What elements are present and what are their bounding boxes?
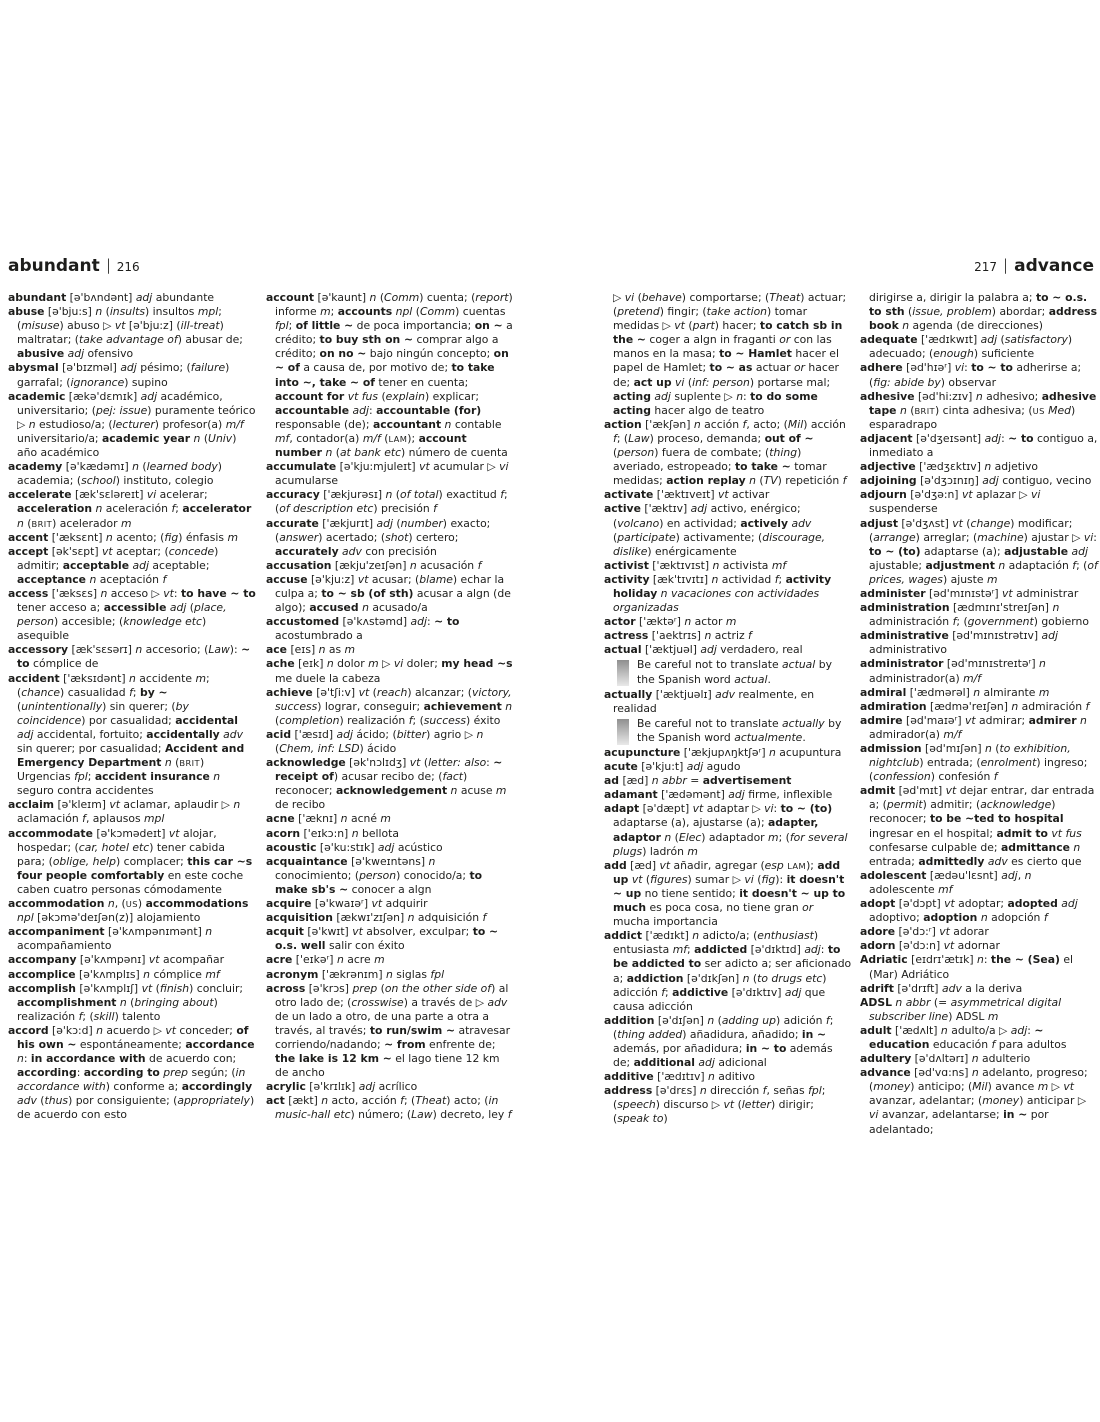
dictionary-entry: acknowledge [ək'nɔlɪdʒ] vt (letter: also: ~ receipt of) acusar recibo de; (fact) reconocer; acknowledgement n acuse m de recibo bbox=[266, 756, 507, 812]
dictionary-entry: adorn [ə'dɔ:n] vt adornar bbox=[860, 939, 1000, 953]
dictionary-entry: administer [əd'mɪnɪstəʳ] vt administrar bbox=[860, 586, 1079, 600]
dictionary-entry: accessory [æk'sɛsərɪ] n accesorio; (Law): ~ to cómplice de bbox=[8, 643, 251, 671]
dictionary-entry: actor ['æktəʳ] n actor m bbox=[604, 615, 737, 629]
dictionary-column-3 bbox=[604, 291, 852, 1127]
dictionary-entry: administrator [əd'mɪnɪstreɪtəʳ] n administrador(a) m/f bbox=[860, 657, 1046, 685]
dictionary-entry: accompany [ə'kʌmpənɪ] vt acompañar bbox=[8, 953, 225, 967]
dictionary-entry: academic [ækə'dɛmɪk] adj académico, universitario; (pej: issue) puramente teórico ▷ n estudioso/a; (lecturer) profesor(a) m/f universitario/a; academic year n (Univ) año académico bbox=[8, 389, 256, 460]
dictionary-entry: accompaniment [ə'kʌmpənɪmənt] n acompañamiento bbox=[8, 925, 213, 953]
dictionary-entry: account [ə'kaunt] n (Comm) cuenta; (report) informe m; accounts npl (Comm) cuentas fpl; of little ~ de poca importancia; on ~ a crédito; to buy sth on ~ comprar algo a crédito; on no ~ bajo ningún concepto; on ~ of a causa de, por motivo de; to take into ~, take ~ of tener en cuenta; account for vt fus (explain) explicar; accountable adj: accountable (for) responsable (de); accountant n contable mf, contador(a) m/f (LAM); account number n (at bank etc) número de cuenta bbox=[266, 291, 513, 460]
dictionary-entry: abundant [ə'bʌndənt] adj abundante bbox=[8, 291, 215, 304]
dictionary-entry: adequate ['ædɪkwɪt] adj (satisfactory) adecuado; (enough) suficiente bbox=[860, 333, 1073, 361]
header-divider-right: | bbox=[1003, 256, 1008, 274]
dictionary-entry: acquit [ə'kwɪt] vt absolver, exculpar; to ~ o.s. well salir con éxito bbox=[266, 925, 499, 953]
usage-note bbox=[617, 658, 852, 686]
running-head-right bbox=[974, 256, 1094, 276]
header-divider-left: | bbox=[106, 256, 111, 274]
dictionary-entry: adamant ['ædəmənt] adj firme, inflexible bbox=[604, 788, 833, 802]
entry-continuation: dirigirse a, dirigir la palabra a; to ~ o.s. to sth (issue, problem) abordar; address book n agenda (de direcciones) bbox=[869, 291, 1097, 333]
guide-word-left: abundant bbox=[8, 256, 100, 276]
usage-note bbox=[617, 717, 852, 745]
dictionary-entry: ADSL n abbr (= asymmetrical digital subscriber line) ADSL m bbox=[860, 995, 1062, 1023]
dictionary-entry: actually ['æktjuəlɪ] adv realmente, en realidad bbox=[604, 687, 815, 715]
dictionary-entry: accomplish [ə'kʌmplɪʃ] vt (finish) concluir; accomplishment n (bringing about) realización f; (skill) talento bbox=[8, 981, 244, 1023]
dictionary-entry: adjourn [ə'dʒə:n] vt aplazar ▷ vi suspenderse bbox=[860, 488, 1041, 516]
dictionary-entry: accommodation n, (US) accommodations npl [əkɔmə'deɪʃən(z)] alojamiento bbox=[8, 897, 249, 925]
page-number-left: 216 bbox=[116, 260, 140, 274]
dictionary-entry: accelerate [æk'sɛləreɪt] vi acelerar; acceleration n aceleración f; accelerator n (BRIT) acelerador m bbox=[8, 488, 252, 530]
dictionary-entry: activate ['æktɪveɪt] vt activar bbox=[604, 488, 770, 502]
dictionary-entry: adrift [ə'drɪft] adv a la deriva bbox=[860, 981, 1023, 995]
dictionary-entry: adore [ə'dɔ:ʳ] vt adorar bbox=[860, 925, 989, 939]
dictionary-entry: addition [ə'dɪʃən] n (adding up) adición f; (thing added) añadidura, añadido; in ~ además, por añadidura; in ~ to además de; additional adj adicional bbox=[604, 1013, 834, 1070]
dictionary-entry: access ['æksɛs] n acceso ▷ vt: to have ~ to tener acceso a; accessible adj (place, person) accesible; (knowledge etc) asequible bbox=[8, 586, 256, 643]
dictionary-entry: Adriatic [eɪdrɪ'ætɪk] n: the ~ (Sea) el (Mar) Adriático bbox=[860, 953, 1073, 981]
dictionary-entry: active ['æktɪv] adj activo, enérgico; (volcano) en actividad; actively adv (participate) activamente; (discourage, dislike) enérgicamente bbox=[604, 502, 826, 558]
dictionary-entry: acute [ə'kju:t] adj agudo bbox=[604, 760, 741, 774]
dictionary-entry: adopt [ə'dɔpt] vt adoptar; adopted adj adoptivo; adoption n adopción f bbox=[860, 897, 1078, 925]
dictionary-entry: academy [ə'kædəmɪ] n (learned body) academia; (school) instituto, colegio bbox=[8, 460, 222, 488]
dictionary-column-4 bbox=[860, 291, 1098, 1137]
dictionary-entry: acronym ['ækrənɪm] n siglas fpl bbox=[266, 967, 445, 981]
dictionary-entry: acne ['æknɪ] n acné m bbox=[266, 812, 391, 826]
dictionary-entry: abysmal [ə'bɪzməl] adj pésimo; (failure) garrafal; (ignorance) supino bbox=[8, 361, 230, 389]
dictionary-entry: address [ə'drɛs] n dirección f, señas fpl; (speech) discurso ▷ vt (letter) dirigir; (speak to) bbox=[604, 1084, 826, 1126]
dictionary-entry: activity [æk'tɪvɪtɪ] n actividad f; activity holiday n vacaciones con actividades organizadas bbox=[604, 572, 832, 615]
dictionary-entry: across [ə'krɔs] prep (on the other side of) al otro lado de; (crosswise) a través de ▷ adv de un lado a otro, de una parte a otra a través, al través; to run/swim ~ atravesar corriendo/nadando; ~ from enfrente de; the lake is 12 km ~ el lago tiene 12 km de ancho bbox=[266, 981, 511, 1080]
dictionary-entry: ad [æd] n abbr = advertisement bbox=[604, 774, 792, 788]
dictionary-entry: admiral ['ædmərəl] n almirante m bbox=[860, 685, 1050, 699]
dictionary-entry: adhere [əd'hɪəʳ] vi: to ~ to adherirse a; (fig: abide by) observar bbox=[860, 361, 1082, 389]
entry-continuation: ▷ vi (behave) comportarse; (Theat) actuar; (pretend) fingir; (take action) tomar medidas ▷ vt (part) hacer; to catch sb in the ~ coger a algn in fraganti or con las manos en la masa; to ~ Hamlet hacer el papel de Hamlet; to ~ as actuar or hacer de; act up vi (inf: person) portarse mal; acting adj suplente ▷ n: to do some acting hacer algo de teatro bbox=[613, 291, 847, 417]
dictionary-entry: accommodate [ə'kɔmədeɪt] vt alojar, hospedar; (car, hotel etc) tener cabida para; (oblige, help) complacer; this car ~s four people comfortably en este coche caben cuatro personas cómodamente bbox=[8, 826, 253, 896]
dictionary-entry: acorn ['eɪkɔ:n] n bellota bbox=[266, 826, 399, 840]
dictionary-entry: adult ['ædʌlt] n adulto/a ▷ adj: ~ education educación f para adultos bbox=[860, 1023, 1067, 1051]
dictionary-entry: ace [eɪs] n as m bbox=[266, 643, 356, 657]
dictionary-entry: acquire [ə'kwaɪəʳ] vt adquirir bbox=[266, 897, 428, 911]
dictionary-entry: admiration [ædmə'reɪʃən] n admiración f bbox=[860, 699, 1090, 713]
dictionary-entry: accumulate [ə'kju:mjuleɪt] vt acumular ▷ vi acumularse bbox=[266, 460, 509, 488]
dictionary-column-2 bbox=[266, 291, 514, 1123]
dictionary-entry: accept [ək'sɛpt] vt aceptar; (concede) admitir; acceptable adj aceptable; acceptance n aceptación f bbox=[8, 544, 219, 586]
dictionary-entry: accomplice [ə'kʌmplɪs] n cómplice mf bbox=[8, 967, 220, 981]
dictionary-entry: activist ['æktɪvɪst] n activista mf bbox=[604, 558, 787, 572]
dictionary-entry: acquaintance [ə'kweɪntəns] n conocimiento; (person) conocido/a; to make sb's ~ conocer a algn bbox=[266, 854, 483, 896]
usage-note-text: Be careful not to translate actual by the Spanish word actual. bbox=[637, 658, 832, 686]
dictionary-entry: acrylic [ə'krɪlɪk] adj acrílico bbox=[266, 1080, 418, 1094]
dictionary-entry: acoustic [ə'ku:stɪk] adj acústico bbox=[266, 840, 443, 854]
dictionary-entry: add [æd] vt añadir, agregar (esp LAM); add up vt (figures) sumar ▷ vi (fig): it doesn't ~ up no tiene sentido; it doesn't ~ up to much es poca cosa, no tiene gran or mucha importancia bbox=[604, 858, 846, 929]
note-bar bbox=[617, 660, 629, 686]
dictionary-entry: acid ['æsɪd] adj ácido; (bitter) agrio ▷ n (Chem, inf: LSD) ácido bbox=[266, 727, 484, 755]
dictionary-entry: actress ['aektrɪs] n actriz f bbox=[604, 629, 752, 643]
dictionary-entry: admit [əd'mɪt] vt dejar entrar, dar entrada a; (permit) admitir; (acknowledge) reconocer; to be ~ted to hospital ingresar en el hospital; admit to vt fus confesarse culpable de; admittance n entrada; admittedly adv es cierto que bbox=[860, 784, 1095, 868]
running-head-left bbox=[8, 256, 140, 276]
dictionary-entry: adjective ['ædʒɛktɪv] n adjetivo bbox=[860, 460, 1038, 474]
dictionary-entry: addict ['ædɪkt] n adicto/a; (enthusiast) entusiasta mf; addicted [ə'dɪktɪd] adj: to be addicted to ser adicto a; ser aficionado a; addiction [ə'dɪkʃən] n (to drugs etc) adicción f; addictive [ə'dɪktɪv] adj que causa adicción bbox=[604, 929, 852, 1013]
dictionary-entry: adjust [ə'dʒʌst] vt (change) modificar; (arrange) arreglar; (machine) ajustar ▷ vi: to ~ (to) adaptarse (a); adjustable adj ajustable; adjustment n adaptación f; (of prices, wages) ajuste m bbox=[860, 516, 1098, 586]
dictionary-column-1 bbox=[8, 291, 256, 1123]
dictionary-entry: adhesive [əd'hi:zɪv] n adhesivo; adhesive tape n (BRIT) cinta adhesiva; (US Med) esparadrapo bbox=[860, 389, 1097, 431]
dictionary-entry: adultery [ə'dʌltərɪ] n adulterio bbox=[860, 1052, 1031, 1066]
dictionary-entry: additive ['ædɪtɪv] n aditivo bbox=[604, 1070, 756, 1084]
dictionary-entry: admire [əd'maɪəʳ] vt admirar; admirer n admirador(a) m/f bbox=[860, 713, 1087, 741]
dictionary-entry: actual ['æktjuəl] adj verdadero, real bbox=[604, 643, 803, 657]
dictionary-entry: acclaim [ə'kleɪm] vt aclamar, aplaudir ▷ n aclamación f, aplausos mpl bbox=[8, 798, 241, 826]
dictionary-entry: administrative [əd'mɪnɪstrətɪv] adj administrativo bbox=[860, 629, 1058, 657]
dictionary-entry: adjoining [ə'dʒɔɪnɪŋ] adj contiguo, vecino bbox=[860, 474, 1092, 488]
dictionary-entry: acupuncture ['ækjupʌŋktʃəʳ] n acupuntura bbox=[604, 746, 842, 759]
guide-word-right: advance bbox=[1014, 256, 1094, 276]
dictionary-entry: accurate ['ækjurɪt] adj (number) exacto; (answer) acertado; (shot) certero; accurately adv con precisión bbox=[266, 516, 491, 558]
page-number-right: 217 bbox=[974, 260, 998, 274]
dictionary-entry: adjacent [ə'dʒeɪsənt] adj: ~ to contiguo a, inmediato a bbox=[860, 431, 1098, 460]
dictionary-entry: acre ['eɪkəʳ] n acre m bbox=[266, 953, 385, 967]
dictionary-entry: act [ækt] n acto, acción f; (Theat) acto; (in music-hall etc) número; (Law) decreto, ley f bbox=[266, 1094, 512, 1122]
dictionary-entry: acquisition [ækwɪ'zɪʃən] n adquisición f bbox=[266, 911, 487, 925]
dictionary-entry: achieve [ə'tʃi:v] vt (reach) alcanzar; (victory, success) lograr, conseguir; achievement n (completion) realización f; (success) éxito bbox=[266, 685, 513, 727]
dictionary-entry: abuse [ə'bju:s] n (insults) insultos mpl; (misuse) abuso ▷ vt [ə'bju:z] (ill-treat) maltratar; (take advantage of) abusar de; abusive adj ofensivo bbox=[8, 305, 243, 361]
usage-note-text: Be careful not to translate actually by the Spanish word actualmente. bbox=[637, 716, 842, 744]
dictionary-entry: advance [əd'vɑ:ns] n adelanto, progreso; (money) anticipo; (Mil) avance m ▷ vt avanzar, adelantar; (money) anticipar ▷ vi avanzar, adelantarse; in ~ por adelantado; bbox=[860, 1066, 1088, 1136]
dictionary-entry: adolescent [ædəu'lɛsnt] adj, n adolescente mf bbox=[860, 868, 1032, 896]
dictionary-entry: accident ['æksɪdənt] n accidente m; (chance) casualidad f; by ~ (unintentionally) sin querer; (by coincidence) por casualidad; accidental adj accidental, fortuito; accidentally adv sin querer; por casualidad; Accident and Emergency Department n (BRIT) Urgencias fpl; accident insurance n seguro contra accidentes bbox=[8, 671, 245, 798]
dictionary-entry: admission [əd'mɪʃən] n (to exhibition, nightclub) entrada; (enrolment) ingreso; (confession) confesión f bbox=[860, 742, 1088, 784]
dictionary-entry: accuracy ['ækjurəsɪ] n (of total) exactitud f; (of description etc) precisión f bbox=[266, 488, 508, 516]
dictionary-entry: accustomed [ə'kʌstəmd] adj: ~ to acostumbrado a bbox=[266, 615, 460, 643]
dictionary-entry: adapt [ə'dæpt] vt adaptar ▷ vi: to ~ (to) adaptarse (a), ajustarse (a); adapter, adaptor n (Elec) adaptador m; (for several plugs) ladrón m bbox=[604, 802, 848, 858]
dictionary-entry: administration [ædmɪnɪ'streɪʃən] n administración f; (government) gobierno bbox=[860, 601, 1089, 629]
dictionary-entry: accuse [ə'kju:z] vt acusar; (blame) echar la culpa a; to ~ sb (of sth) acusar a algn (de algo); accused n acusado/a bbox=[266, 572, 511, 615]
note-bar bbox=[617, 719, 629, 745]
dictionary-entry: ache [eɪk] n dolor m ▷ vi doler; my head ~s me duele la cabeza bbox=[266, 657, 513, 685]
dictionary-entry: accord [ə'kɔ:d] n acuerdo ▷ vt conceder; of his own ~ espontáneamente; accordance n: in accordance with de acuerdo con; according: according to prep según; (in accordance with) conforme a; accordingly adv (thus) por consiguiente; (appropriately) de acuerdo con esto bbox=[8, 1023, 255, 1122]
dictionary-entry: action ['ækʃən] n acción f, acto; (Mil) acción f; (Law) proceso, demanda; out of ~ (person) fuera de combate; (thing) averiado, estropeado; to take ~ tomar medidas; action replay n (TV) repetición f bbox=[604, 417, 847, 488]
dictionary-entry: accusation [ækju'zeɪʃən] n acusación f bbox=[266, 558, 482, 572]
dictionary-entry: accent ['æksɛnt] n acento; (fig) énfasis m bbox=[8, 530, 238, 544]
